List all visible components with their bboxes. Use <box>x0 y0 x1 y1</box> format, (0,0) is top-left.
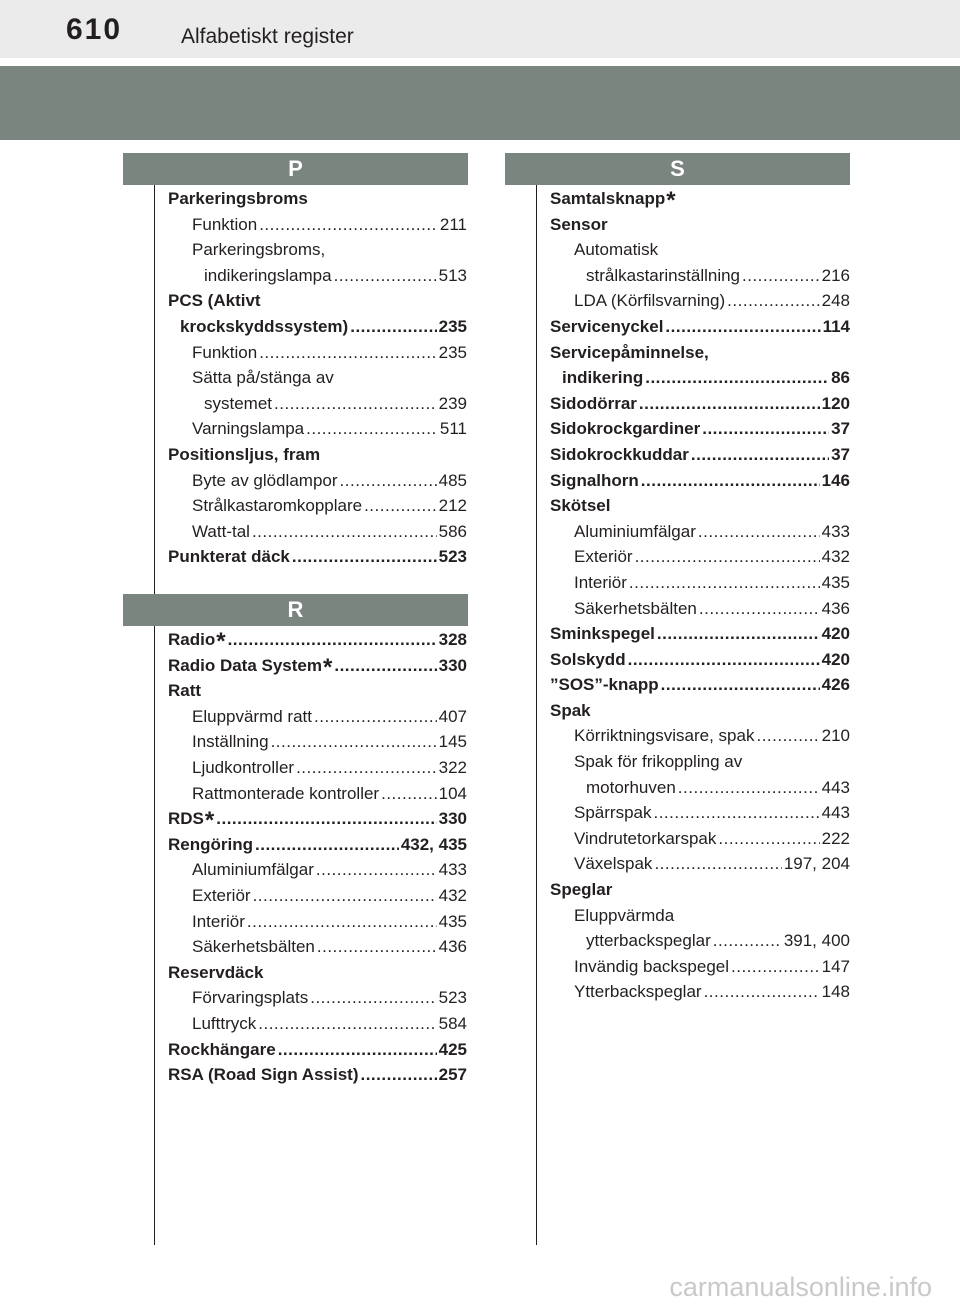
dot-leader <box>350 314 436 340</box>
index-entry <box>550 826 850 852</box>
index-entry <box>168 365 467 391</box>
index-entry-label: Aluminiumfälgar <box>192 860 314 880</box>
index-entry-page: 436 <box>821 598 850 618</box>
dot-leader <box>678 775 820 801</box>
index-entry <box>168 340 467 366</box>
dot-leader <box>756 723 819 749</box>
index-entry-label: ”SOS”-knapp <box>550 675 659 695</box>
index-entry-page: 37 <box>831 444 850 464</box>
dot-leader <box>628 647 820 673</box>
index-entry-label: Körriktningsvisare, spak <box>574 726 755 746</box>
index-entry-label: Invändig backspegel <box>574 956 730 976</box>
index-entry <box>550 365 850 391</box>
index-entry <box>550 493 850 519</box>
dot-leader <box>713 928 782 954</box>
page-header-bar <box>0 0 960 58</box>
watermark: carmanualsonline.info <box>669 1272 932 1302</box>
index-entry <box>168 781 467 807</box>
index-entry <box>168 960 467 986</box>
index-entry-label: Säkerhetsbälten <box>574 598 697 618</box>
index-entry <box>168 186 467 212</box>
index-entry-page: 322 <box>438 757 467 777</box>
index-entry <box>168 391 467 417</box>
index-entry <box>168 678 467 704</box>
index-entry-page: 146 <box>821 470 850 490</box>
index-entry-label: Vindrutetorkarspak <box>574 828 717 848</box>
index-entry-page: 216 <box>821 265 850 285</box>
index-entry-label: Förvaringsplats <box>192 988 309 1008</box>
index-entry-label: Aluminiumfälgar <box>574 521 696 541</box>
index-entry <box>550 954 850 980</box>
dot-leader <box>253 883 437 909</box>
index-entry-page: 432 <box>821 547 850 567</box>
index-entry <box>550 877 850 903</box>
index-entry-label: strålkastarinställning <box>586 265 741 285</box>
index-entry-label: Spärrspak <box>574 803 652 823</box>
index-entry: RDS * ..... 330 <box>168 806 467 832</box>
index-entry-page: 425 <box>438 1039 467 1059</box>
dot-leader <box>360 1062 436 1088</box>
index-entry-label: Spak för frikoppling av <box>574 752 743 772</box>
index-entry-label: Eluppvärmda <box>574 905 675 925</box>
index-entry <box>550 519 850 545</box>
index-entry-label: Lufttryck <box>192 1013 257 1033</box>
index-entry-label: Interiör <box>574 572 627 592</box>
index-entry-page: 248 <box>821 291 850 311</box>
dot-leader <box>316 857 437 883</box>
index-entry-label: Inställning <box>192 732 269 752</box>
index-entry <box>550 544 850 570</box>
index-entry <box>550 314 850 340</box>
index-entry <box>550 698 850 724</box>
index-entry-label: Ratt <box>168 681 202 701</box>
index-entry-label: Punkterat däck <box>168 547 290 567</box>
index-entry-page: 513 <box>438 265 467 285</box>
index-entry-label: systemet <box>204 393 273 413</box>
index-entry-label: Sätta på/stänga av <box>192 368 334 388</box>
dot-leader <box>691 442 829 468</box>
dot-leader <box>698 519 820 545</box>
dot-leader <box>314 704 437 730</box>
dot-leader <box>317 934 437 960</box>
dot-leader <box>699 596 820 622</box>
index-entry-page: 37 <box>831 419 850 439</box>
index-entry-label: Parkeringsbroms, <box>192 240 326 260</box>
dot-leader <box>306 416 438 442</box>
index-entry <box>550 800 850 826</box>
index-entry <box>168 314 467 340</box>
index-entry <box>550 928 850 954</box>
column-divider-left <box>154 185 155 1245</box>
index-entry <box>168 212 467 238</box>
index-entry-label: Säkerhetsbälten <box>192 937 315 957</box>
dot-leader <box>334 653 436 679</box>
dot-leader <box>645 365 829 391</box>
index-entry <box>550 851 850 877</box>
section-header-s: S <box>505 153 850 185</box>
index-entry-page: 407 <box>438 706 467 726</box>
dot-leader <box>259 340 436 366</box>
index-entry-label: Solskydd <box>550 649 626 669</box>
index-entry <box>550 442 850 468</box>
index-entry-page: 328 <box>438 630 467 649</box>
dot-leader <box>255 832 399 858</box>
index-entry-label: motorhuven <box>586 777 676 797</box>
index-entry-page: 485 <box>438 470 467 490</box>
index-entry-page: 235 <box>438 316 467 336</box>
dot-leader <box>629 570 820 596</box>
index-entry <box>168 468 467 494</box>
index-entry-page: 257 <box>438 1065 467 1085</box>
index-entry-page: 433 <box>438 860 467 880</box>
index-entry <box>168 442 467 468</box>
index-entry-page: 391, 400 <box>783 931 850 951</box>
dot-leader <box>310 985 436 1011</box>
dot-leader <box>247 909 437 935</box>
dot-leader <box>727 288 819 314</box>
index-entry-label: Skötsel <box>550 496 611 516</box>
dot-leader <box>364 493 437 519</box>
index-entry <box>168 909 467 935</box>
index-entry: Radio Data System * ..... 330 <box>168 653 467 679</box>
index-entry <box>550 416 850 442</box>
dot-leader <box>641 468 820 494</box>
dot-leader <box>334 263 437 289</box>
column-divider-right <box>536 185 537 1245</box>
dot-leader <box>274 391 437 417</box>
index-entry-page: 426 <box>821 675 850 695</box>
dot-leader <box>665 314 820 340</box>
index-entry-page: 211 <box>439 214 467 234</box>
dot-leader <box>271 729 437 755</box>
index-entry <box>168 985 467 1011</box>
dot-leader <box>278 1037 437 1063</box>
index-entry-page: 511 <box>439 419 467 439</box>
index-entry <box>168 544 467 570</box>
dot-leader <box>216 806 436 832</box>
index-entry: Radio * ..... 328 <box>168 627 467 653</box>
index-entry <box>550 570 850 596</box>
index-entry-label: Sidodörrar <box>550 393 637 413</box>
index-entry-page: 420 <box>821 649 850 669</box>
dot-leader <box>340 468 437 494</box>
section-header-p: P <box>123 153 468 185</box>
index-entry-page: 523 <box>438 547 467 567</box>
header-banner <box>0 66 960 140</box>
index-entry <box>168 1037 467 1063</box>
index-entry-label: Sminkspegel <box>550 624 655 644</box>
index-entry-label: Signalhorn <box>550 470 639 490</box>
index-entry-label: Byte av glödlampor <box>192 470 338 490</box>
index-entry-label: Sensor <box>550 214 608 234</box>
index-entry-label: Funktion <box>192 342 258 362</box>
index-entry-page: 239 <box>438 393 467 413</box>
index-entry <box>550 340 850 366</box>
index-entry-page: 212 <box>438 496 467 516</box>
index-entry <box>168 1062 467 1088</box>
index-entry-label: Automatisk <box>574 240 659 260</box>
dot-leader <box>252 519 437 545</box>
index-entry <box>168 263 467 289</box>
dot-leader <box>704 979 820 1005</box>
index-entry-label: Rockhängare <box>168 1039 276 1059</box>
index-entry-label: Servicepåminnelse, <box>550 342 709 362</box>
index-entry <box>550 723 850 749</box>
index-entry-label: RDS <box>168 809 204 829</box>
index-entry-label: RSA (Road Sign Assist) <box>168 1065 359 1085</box>
index-entry <box>550 979 850 1005</box>
index-entry-label: Sidokrockkuddar <box>550 444 689 464</box>
dot-leader <box>653 800 819 826</box>
index-entry <box>550 288 850 314</box>
index-entry-label: Exteriör <box>574 547 633 567</box>
index-entry-page: 435 <box>821 572 850 592</box>
index-entry <box>550 263 850 289</box>
dot-leader <box>259 212 438 238</box>
index-entry-label: krockskyddssystem) <box>180 316 349 336</box>
index-entry-page: 104 <box>438 783 467 803</box>
dot-leader <box>731 954 820 980</box>
index-entry-label: indikeringslampa <box>204 265 332 285</box>
index-entry-label: Funktion <box>192 214 258 234</box>
index-entry-label: Speglar <box>550 880 613 900</box>
index-entry: Samtalsknapp * <box>550 187 676 214</box>
index-entry <box>550 647 850 673</box>
index-entry <box>550 391 850 417</box>
index-entry <box>168 729 467 755</box>
index-entry-label: Radio <box>168 630 216 649</box>
dot-leader <box>228 627 437 653</box>
index-entry <box>550 621 850 647</box>
index-entry-page: 147 <box>821 956 850 976</box>
dot-leader <box>702 416 829 442</box>
dot-leader <box>657 621 820 647</box>
index-entry <box>168 704 467 730</box>
index-entry-page: 523 <box>438 988 467 1008</box>
index-entry <box>168 288 467 314</box>
index-entry <box>550 468 850 494</box>
page-number: 610 <box>66 13 123 46</box>
index-entry <box>550 672 850 698</box>
index-entry-page: 436 <box>438 937 467 957</box>
index-entry-page: 120 <box>821 393 850 413</box>
index-entry-label: Eluppvärmd ratt <box>192 706 312 726</box>
index-entry-label: Exteriör <box>192 885 251 905</box>
dot-leader <box>742 263 820 289</box>
index-entry-page: 330 <box>438 655 467 675</box>
page-title: Alfabetiskt register <box>181 25 354 48</box>
index-entry-label: Positionsljus, fram <box>168 444 321 464</box>
index-entry-label: Ljudkontroller <box>192 757 295 777</box>
index-entry-label: Interiör <box>192 911 245 931</box>
index-entry-page: 443 <box>821 803 850 823</box>
index-entry-page: 145 <box>438 732 467 752</box>
index-entry-page: 432, 435 <box>400 834 467 854</box>
index-entry-label: Spak <box>550 700 591 720</box>
index-entry <box>168 493 467 519</box>
index-entry-page: 114 <box>822 316 850 336</box>
index-column-s <box>550 186 850 1005</box>
index-entry-page: 222 <box>821 828 850 848</box>
index-entry <box>168 857 467 883</box>
index-column-p <box>168 186 467 570</box>
dot-leader <box>381 781 437 807</box>
index-entry <box>168 883 467 909</box>
index-entry <box>168 237 467 263</box>
index-entry-page: 235 <box>438 342 467 362</box>
index-column-r <box>168 627 467 1088</box>
index-entry <box>550 596 850 622</box>
index-entry-page: 443 <box>821 777 850 797</box>
dot-leader <box>635 544 820 570</box>
dot-leader <box>661 672 820 698</box>
index-entry-label: Parkeringsbroms <box>168 189 308 208</box>
dot-leader <box>258 1011 436 1037</box>
index-entry-page: 584 <box>438 1013 467 1033</box>
index-entry-label: PCS (Aktivt <box>168 291 261 311</box>
dot-leader <box>639 391 820 417</box>
index-entry-page: 330 <box>438 809 467 829</box>
index-entry <box>168 832 467 858</box>
index-entry-label: Rattmonterade kontroller <box>192 783 380 803</box>
index-entry <box>168 416 467 442</box>
section-header-r: R <box>123 594 468 626</box>
dot-leader <box>292 544 437 570</box>
index-entry <box>550 775 850 801</box>
index-entry-label: Rengöring <box>168 834 253 854</box>
index-entry-page: 432 <box>438 885 467 905</box>
index-entry-label: Ytterbackspeglar <box>574 982 702 1002</box>
index-entry-page: 435 <box>438 911 467 931</box>
index-entry-label: Reservdäck <box>168 962 264 982</box>
index-entry <box>550 237 850 263</box>
index-entry-label: Växelspak <box>574 854 653 874</box>
index-entry <box>168 755 467 781</box>
index-entry-label: Strålkastaromkopplare <box>192 496 363 516</box>
index-entry <box>168 934 467 960</box>
index-entry <box>550 212 850 238</box>
dot-leader <box>296 755 437 781</box>
index-entry-label: Watt-tal <box>192 521 250 541</box>
index-entry <box>168 519 467 545</box>
index-entry-label: Sidokrockgardiner <box>550 419 701 439</box>
index-entry-label: ytterbackspeglar <box>586 931 711 951</box>
index-entry-page: 210 <box>821 726 850 746</box>
index-entry-page: 148 <box>821 982 850 1002</box>
index-entry-label: Samtalsknapp <box>550 189 666 208</box>
index-entry-page: 420 <box>821 624 850 644</box>
index-entry <box>550 903 850 929</box>
index-entry-page: 86 <box>831 368 850 388</box>
dot-leader <box>718 826 819 852</box>
index-entry-label: Radio Data System <box>168 655 322 675</box>
index-entry-label: LDA (Körfilsvarning) <box>574 291 726 311</box>
index-entry-label: Varningslampa <box>192 419 305 439</box>
index-entry-page: 197, 204 <box>783 854 850 874</box>
index-entry <box>550 749 850 775</box>
index-entry-page: 586 <box>438 521 467 541</box>
index-entry <box>168 1011 467 1037</box>
index-entry-label: Servicenyckel <box>550 316 664 336</box>
dot-leader <box>654 851 781 877</box>
index-entry-page: 433 <box>821 521 850 541</box>
index-entry-label: indikering <box>562 368 644 388</box>
